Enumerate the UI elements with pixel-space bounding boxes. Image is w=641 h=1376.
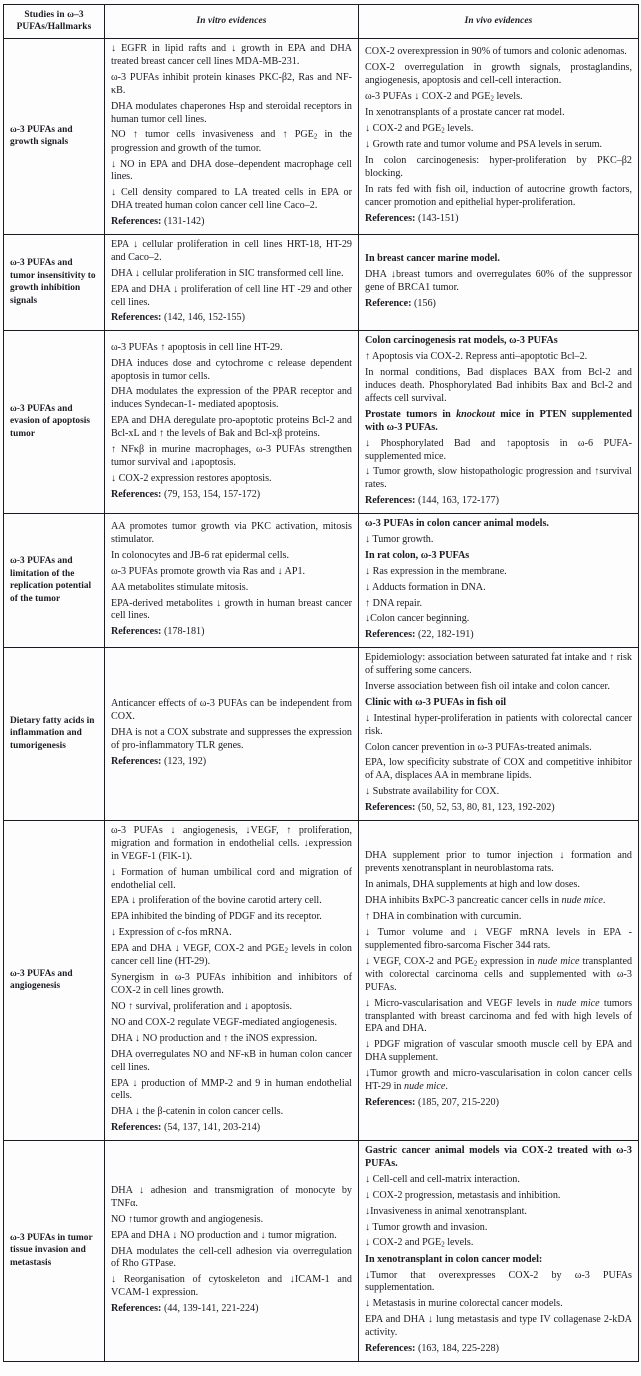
- in-vivo-cell: [359, 331, 639, 514]
- evidence-line: ω-3 PUFAs in colon cancer animal models.: [365, 518, 549, 530]
- evidence-line: NO ↑ tumor cells invasiveness and ↑ $PGE_2$ in the progression and growth of the tumor.: [111, 129, 352, 154]
- header-cell-in-vivo: In vivo evidences: [359, 5, 639, 39]
- header-row: [4, 5, 639, 39]
- evidence-line: ↓ EGFR in lipid rafts and ↓ growth in EPA and DHA treated breast cancer cell lines MDA-MB-231.: [111, 43, 352, 67]
- in-vivo-cell: [359, 39, 639, 235]
- evidence-line: EPA ↓ cellular proliferation in cell lines HRT-18, HT-29 and Caco–2.: [111, 239, 352, 263]
- table-row: [4, 331, 639, 514]
- evidence-line: EPA and DHA deregulate pro-apoptotic proteins Bcl-2 and Bcl-xL and ↑ the levels of Bak and Bcl-xβ proteins.: [111, 415, 352, 440]
- references-line: Reference: (156): [365, 298, 436, 310]
- evidence-line: Gastric cancer animal models via COX-2 treated with ω-3 PUFAs.: [365, 1145, 632, 1169]
- evidence-line: ↓Invasiveness in animal xenotransplant.: [365, 1205, 527, 1217]
- in-vitro-cell: [105, 514, 359, 648]
- hallmark-label: ω-3 PUFAs and evasion of apoptosis tumor: [10, 404, 91, 439]
- in-vitro-cell: [105, 331, 359, 514]
- table-row: [4, 648, 639, 821]
- evidence-line: ↓ COX-2 progression, metastasis and inhibition.: [365, 1189, 561, 1201]
- evidence-line: Colon carcinogenesis rat models, ω-3 PUFAs: [365, 335, 558, 347]
- evidence-line: ↓ Phosphorylated Bad and ↑apoptosis in ω-6 PUFA-supplemented mice.: [365, 437, 632, 462]
- hallmark-cell: [4, 331, 105, 514]
- header-cell-hallmarks: Studies in ω–3 PUFAs/Hallmarks: [4, 5, 105, 39]
- references-line: References: (22, 182-191): [365, 629, 474, 641]
- evidence-line: In xenotransplant in colon cancer model:: [365, 1253, 543, 1265]
- evidence-line: ω-3 PUFAs inhibit protein kinases PKC-β2, Ras and NF-κB.: [111, 71, 352, 96]
- evidence-line: ↓ Expression of c-fos mRNA.: [111, 927, 232, 939]
- evidence-line: ↓ Metastasis in murine colorectal cancer models.: [365, 1298, 563, 1310]
- evidence-line: ↓ Cell-cell and cell-matrix interaction.: [365, 1173, 520, 1185]
- evidence-line: ω-3 PUFAs promote growth via Ras and ↓ AP1.: [111, 565, 306, 577]
- evidence-line: In rats fed with fish oil, induction of autocrine growth factors, cancer promotion and epithelial hyper-proliferation.: [365, 184, 632, 208]
- evidence-line: DHA supplement prior to tumor injection ↓ formation and prevents xenotransplant in neuroblastoma rats.: [365, 850, 632, 875]
- evidence-line: In rat colon, ω-3 PUFAs: [365, 549, 470, 561]
- evidence-line: ↓ VEGF, COX-2 and $PGE_2$ expression in nude mice transplanted with colorectal carcinoma cells and supplemented with ω-3 PUFAs.: [365, 955, 633, 993]
- references-line: References: (143-151): [365, 212, 459, 224]
- evidence-line: EPA and DHA ↓ NO production and ↓ tumor migration.: [111, 1229, 337, 1241]
- table-row: [4, 235, 639, 331]
- table-body: [4, 39, 639, 1362]
- evidence-line: DHA modulates chaperones Hsp and steroidal receptors in human tumor cell lines.: [111, 100, 352, 125]
- evidence-line: EPA and DHA ↓ lung metastasis and type IV collagenase 2-kDA activity.: [365, 1314, 632, 1339]
- hallmark-cell: [4, 235, 105, 331]
- evidence-line: ↓Tumor growth and micro-vascularisation in colon cancer cells HT-29 in nude mice.: [365, 1068, 632, 1092]
- in-vitro-cell: [105, 820, 359, 1140]
- evidence-line: DHA modulates the cell-cell adhesion via overregulation of Rho GTPase.: [111, 1245, 352, 1270]
- table-row: [4, 1141, 639, 1362]
- evidence-line: ↓ Growth rate and tumor volume and PSA levels in serum.: [365, 139, 603, 151]
- evidence-line: Epidemiology: association between saturated fat intake and ↑ risk of suffering some cancers.: [365, 652, 632, 677]
- evidence-line: DHA ↓ the β-catenin in colon cancer cells.: [111, 1106, 284, 1118]
- evidence-line: ↓ Substrate availability for COX.: [365, 786, 500, 798]
- evidence-line: NO ↑ survival, proliferation and ↓ apoptosis.: [111, 1001, 293, 1013]
- in-vivo-cell: [359, 235, 639, 331]
- references-line: References: (185, 207, 215-220): [365, 1096, 499, 1108]
- references-line: References: (163, 184, 225-228): [365, 1343, 499, 1355]
- references-line: References: (79, 153, 154, 157-172): [111, 488, 261, 500]
- evidence-line: In colonocytes and JB-6 rat epidermal cells.: [111, 549, 289, 561]
- references-line: References: (44, 139-141, 221-224): [111, 1303, 259, 1315]
- references-line: References: (142, 146, 152-155): [111, 312, 245, 324]
- evidence-line: EPA, low specificity substrate of COX and competitive inhibitor of AA, displaces AA in membrane lipids.: [365, 757, 632, 782]
- evidence-line: EPA and DHA ↓ proliferation of cell line HT -29 and other cell lines.: [111, 283, 352, 308]
- hallmark-label: ω-3 PUFAs and growth signals: [10, 124, 73, 148]
- evidence-line: EPA ↓ production of MMP-2 and 9 in human endothelial cells.: [111, 1077, 352, 1102]
- evidence-line: DHA ↓ adhesion and transmigration of monocyte by TNFα.: [111, 1185, 352, 1209]
- evidence-line: ↓ Reorganisation of cytoskeleton and ↓ICAM-1 and VCAM-1 expression.: [111, 1274, 352, 1299]
- hallmark-label: ω-3 PUFAs in tumor tissue invasion and metastasis: [10, 1232, 93, 1268]
- evidence-line: EPA and DHA ↓ VEGF, COX-2 and $PGE_2$ levels in colon cancer cell line (HT-29).: [111, 943, 352, 968]
- evidence-line: AA promotes tumor growth via PKC activation, mitosis stimulator.: [111, 521, 352, 545]
- evidence-line: ↓ Tumor growth, slow histopathologic progression and ↑survival rates.: [365, 466, 632, 491]
- references-line: References: (123, 192): [111, 755, 207, 767]
- references-line: References: (144, 163, 172-177): [365, 495, 499, 507]
- evidence-line: ↓Colon cancer beginning.: [365, 613, 470, 625]
- evidence-line: ↓ COX-2 and $PGE_2$ levels.: [365, 123, 474, 135]
- evidence-line: ↑ DHA in combination with curcumin.: [365, 910, 522, 922]
- in-vivo-cell: [359, 648, 639, 821]
- evidence-line: EPA inhibited the binding of PDGF and its receptor.: [111, 911, 322, 923]
- in-vitro-cell: [105, 648, 359, 821]
- evidence-line: In animals, DHA supplements at high and low doses.: [365, 879, 580, 891]
- evidence-line: ↓ Cell density compared to LA treated cells in EPA or DHA treated human colon cancer cell line Caco–2.: [111, 187, 352, 212]
- evidence-line: ↓ COX-2 expression restores apoptosis.: [111, 472, 272, 484]
- evidence-line: ↓ COX-2 and $PGE_2$ levels.: [365, 1237, 474, 1249]
- evidence-line: DHA modulates the expression of the PPAR receptor and induces Syndecan-1- mediated apoptosis.: [111, 386, 352, 411]
- evidence-line: COX-2 overregulation in growth signals, prostaglandins, angiogenesis, apoptosis and cell-cell interaction.: [365, 62, 632, 87]
- evidence-line: EPA-derived metabolites ↓ growth in human breast cancer cell lines.: [111, 597, 352, 622]
- evidence-line: Anticancer effects of ω-3 PUFAs can be independent from COX.: [111, 698, 352, 723]
- evidence-line: In colon carcinogenesis: hyper-proliferation by PKC–β2 blocking.: [365, 155, 632, 180]
- evidence-line: In normal conditions, Bad displaces BAX from Bcl-2 and induces death. Phosphorylated Bad inhibits Bax and Bcl-2 and affects cell survival.: [365, 367, 632, 404]
- hallmark-label: ω-3 PUFAs and limitation of the replication potential of the tumor: [10, 556, 92, 604]
- pufa-hallmarks-table: [3, 4, 639, 1362]
- hallmark-label: ω-3 PUFAs and angiogenesis: [10, 968, 73, 992]
- hallmark-label: Dietary fatty acids in inflammation and tumorigenesis: [10, 715, 95, 751]
- evidence-line: ↓ Micro-vascularisation and VEGF levels in nude mice tumors transplanted with breast carcinoma and fed with high levels of EPA and DHA.: [365, 997, 633, 1035]
- table-row: [4, 39, 639, 235]
- evidence-line: ↓ Tumor growth.: [365, 533, 434, 545]
- evidence-line: Colon cancer prevention in ω-3 PUFAs-treated animals.: [365, 741, 592, 753]
- table-row: [4, 514, 639, 648]
- evidence-line: ↓ Intestinal hyper-proliferation in patients with colorectal cancer risk.: [365, 712, 632, 737]
- table-row: [4, 820, 639, 1140]
- evidence-line: AA metabolites stimulate mitosis.: [111, 581, 249, 593]
- evidence-line: ↓ Formation of human umbilical cord and migration of endothelial cell.: [111, 866, 352, 891]
- references-line: References: (50, 52, 53, 80, 81, 123, 192-202): [365, 802, 555, 814]
- evidence-line: Inverse association between fish oil intake and colon cancer.: [365, 680, 610, 692]
- evidence-line: ↑ NFκβ in murine macrophages, ω-3 PUFAs strengthen tumor survival and ↓apoptosis.: [111, 444, 352, 468]
- references-line: References: (131-142): [111, 216, 205, 228]
- hallmark-cell: [4, 820, 105, 1140]
- evidence-line: Prostate tumors in knockout mice in PTEN supplemented with ω-3 PUFAs.: [365, 408, 632, 433]
- header-cell-in-vitro: In vitro evidences: [105, 5, 359, 39]
- in-vitro-cell: [105, 1141, 359, 1362]
- hallmark-label: ω-3 PUFAs and tumor insensitivity to growth inhibition signals: [10, 258, 96, 306]
- evidence-line: DHA induces dose and cytochrome c release dependent apoptosis in tumor cells.: [111, 357, 352, 382]
- evidence-line: DHA inhibits BxPC-3 pancreatic cancer cells in nude mice.: [365, 894, 606, 906]
- evidence-line: ↓ Tumor growth and invasion.: [365, 1221, 488, 1233]
- evidence-line: NO ↑tumor growth and angiogenesis.: [111, 1213, 264, 1225]
- references-line: References: (178-181): [111, 626, 205, 638]
- evidence-line: ↓Tumor that overexpresses COX-2 by ω-3 PUFAs supplementation.: [365, 1269, 632, 1294]
- hallmark-cell: [4, 648, 105, 821]
- evidence-line: ↑ Apoptosis via COX-2. Repress anti–apoptotic Bcl–2.: [365, 351, 588, 363]
- references-line: References: (54, 137, 141, 203-214): [111, 1122, 261, 1134]
- evidence-line: In breast cancer marine model.: [365, 253, 500, 265]
- evidence-line: ω-3 PUFAs ↓ angiogenesis, ↓VEGF, ↑ proliferation, migration and formation in endothelial cells. ↓expression in VEGF-1 (FlK-1).: [111, 824, 352, 862]
- in-vivo-cell: [359, 514, 639, 648]
- in-vitro-cell: [105, 235, 359, 331]
- evidence-line: In xenotransplants of a prostate cancer rat model.: [365, 107, 565, 119]
- evidence-line: ω-3 PUFAs ↑ apoptosis in cell line HT-29.: [111, 341, 283, 353]
- evidence-line: DHA overregulates NO and NF-κB in human colon cancer cell lines.: [111, 1048, 352, 1073]
- in-vivo-cell: [359, 820, 639, 1140]
- hallmark-cell: [4, 1141, 105, 1362]
- evidence-line: ↓ Ras expression in the membrane.: [365, 565, 507, 577]
- hallmark-cell: [4, 39, 105, 235]
- hallmark-cell: [4, 514, 105, 648]
- evidence-line: DHA ↓ cellular proliferation in SIC transformed cell line.: [111, 267, 344, 279]
- evidence-line: DHA is not a COX substrate and suppresses the expression of pro-inflammatory TLR genes.: [111, 727, 352, 752]
- table-header: [4, 5, 639, 39]
- evidence-line: Synergism in ω-3 PUFAs inhibition and inhibitors of COX-2 in cell lines growth.: [111, 972, 352, 997]
- in-vitro-cell: [105, 39, 359, 235]
- evidence-line: EPA ↓ proliferation of the bovine carotid artery cell.: [111, 895, 322, 907]
- evidence-line: DHA ↓ NO production and ↑ the iNOS expression.: [111, 1032, 318, 1044]
- evidence-line: Clinic with ω-3 PUFAs in fish oil: [365, 696, 507, 708]
- evidence-line: ↓ Tumor volume and ↓ VEGF mRNA levels in EPA -supplemented fibro-sarcoma Fischer 344 rats.: [365, 926, 632, 951]
- evidence-line: ↓ PDGF migration of vascular smooth muscle cell by EPA and DHA supplement.: [365, 1039, 632, 1064]
- evidence-line: ↓ Adducts formation in DNA.: [365, 581, 486, 593]
- evidence-line: NO and COX-2 regulate VEGF-mediated angiogenesis.: [111, 1016, 337, 1028]
- in-vivo-cell: [359, 1141, 639, 1362]
- evidence-line: ↓ NO in EPA and DHA dose–dependent macrophage cell lines.: [111, 158, 352, 183]
- evidence-line: ↑ DNA repair.: [365, 597, 423, 609]
- evidence-line: ω-3 PUFAs ↓ COX-2 and $PGE_2$ levels.: [365, 90, 523, 103]
- evidence-line: DHA ↓breast tumors and overregulates 60% of the suppressor gene of BRCA1 tumor.: [365, 269, 632, 294]
- evidence-line: COX-2 overexpression in 90% of tumors and colonic adenomas.: [365, 46, 627, 58]
